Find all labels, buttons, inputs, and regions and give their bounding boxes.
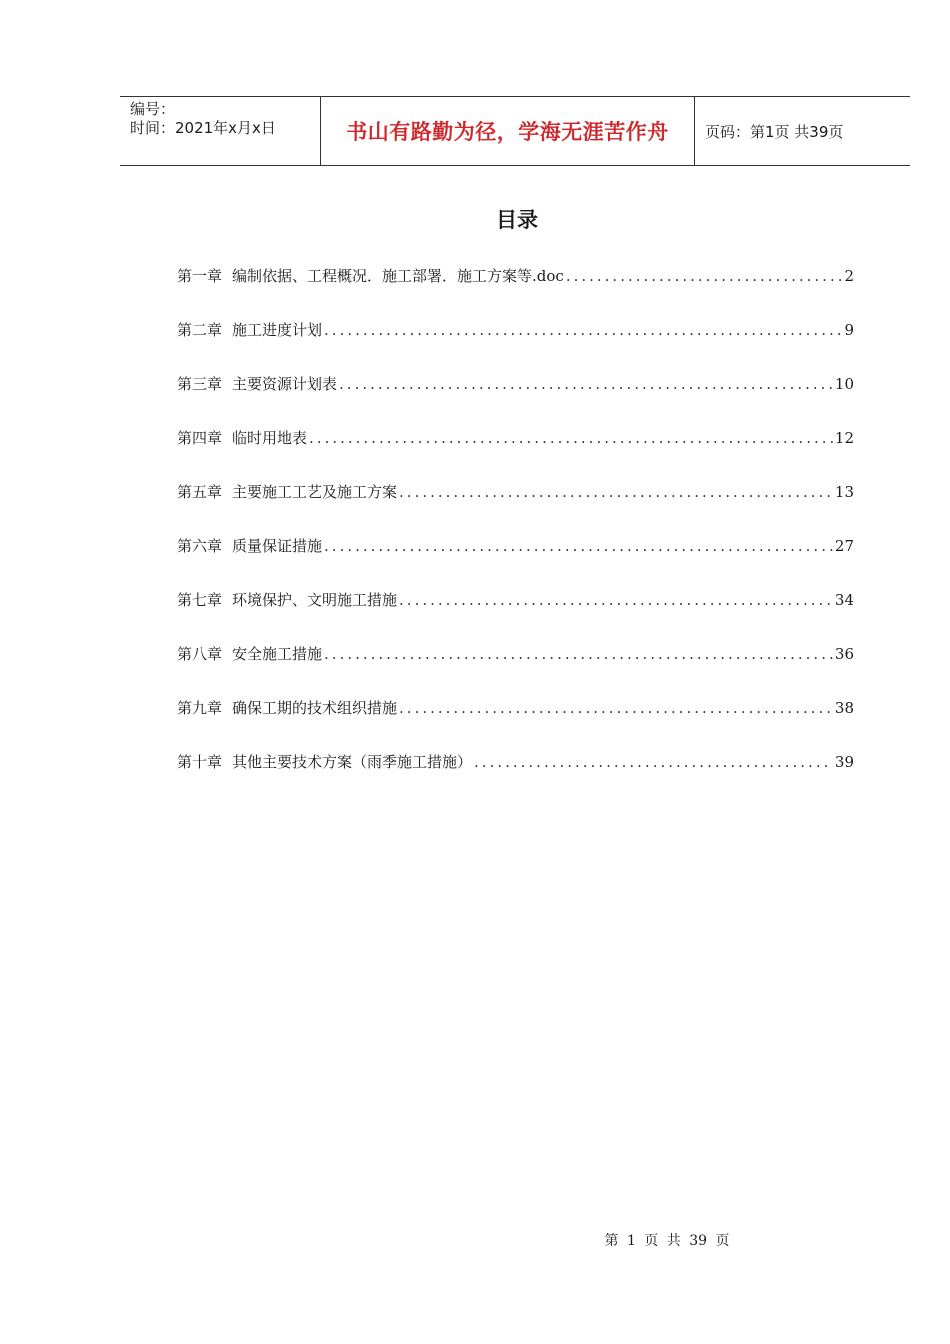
toc-entry-10[interactable] — [177, 751, 854, 805]
document-header — [120, 96, 910, 166]
toc-chapter-number: 第十章 — [177, 753, 223, 771]
toc-entry-1[interactable] — [177, 265, 854, 319]
toc-chapter-number: 第九章 — [177, 699, 223, 717]
date-label: 时间：2021年x月x日 — [130, 119, 276, 137]
header-page-cell — [695, 97, 910, 165]
toc-leader-dots — [324, 537, 833, 555]
toc-leader-dots — [566, 267, 843, 285]
toc-leader-dots — [399, 699, 833, 717]
toc-entry-6[interactable] — [177, 535, 854, 589]
toc-chapter-number: 第六章 — [177, 537, 223, 555]
header-meta-cell — [120, 97, 321, 165]
toc-page-number: 10 — [834, 375, 854, 393]
toc-leader-dots — [474, 753, 833, 771]
toc-leader-dots — [339, 375, 833, 393]
toc-chapter-number: 第二章 — [177, 321, 223, 339]
toc-page-number: 39 — [834, 753, 854, 771]
page-number-label: 页码：第1页 共39页 — [705, 122, 844, 141]
toc-chapter-number: 第五章 — [177, 483, 223, 501]
toc-chapter-title: 其他主要技术方案（雨季施工措施） — [232, 753, 473, 771]
toc-page-number: 34 — [834, 591, 854, 609]
toc-entry-9[interactable] — [177, 697, 854, 751]
motto-text: 书山有路勤为径，学海无涯苦作舟 — [346, 120, 669, 144]
toc-page-number: 9 — [844, 321, 854, 339]
toc-leader-dots — [309, 429, 833, 447]
toc-title: 目录 — [496, 208, 538, 232]
toc-leader-dots — [399, 591, 833, 609]
table-of-contents — [177, 265, 854, 805]
header-motto-cell — [321, 97, 695, 165]
toc-entry-3[interactable] — [177, 373, 854, 427]
toc-entry-7[interactable] — [177, 589, 854, 643]
toc-chapter-title: 主要施工工艺及施工方案 — [232, 483, 398, 501]
toc-page-number: 13 — [834, 483, 854, 501]
toc-chapter-number: 第四章 — [177, 429, 223, 447]
toc-page-number: 38 — [834, 699, 854, 717]
toc-chapter-number: 第一章 — [177, 267, 223, 285]
toc-chapter-number: 第三章 — [177, 375, 223, 393]
toc-entry-8[interactable] — [177, 643, 854, 697]
toc-entry-5[interactable] — [177, 481, 854, 535]
toc-chapter-number: 第八章 — [177, 645, 223, 663]
toc-chapter-title: 确保工期的技术组织措施 — [232, 699, 398, 717]
toc-leader-dots — [324, 645, 833, 663]
toc-chapter-title: 施工进度计划 — [232, 321, 323, 339]
toc-chapter-title: 主要资源计划表 — [232, 375, 338, 393]
toc-chapter-title: 质量保证措施 — [232, 537, 323, 555]
toc-page-number: 36 — [834, 645, 854, 663]
toc-entry-2[interactable] — [177, 319, 854, 373]
toc-leader-dots — [324, 321, 842, 339]
toc-page-number: 12 — [834, 429, 854, 447]
toc-chapter-title: 编制依据、工程概况．施工部署．施工方案等.doc — [232, 267, 564, 285]
toc-entry-4[interactable] — [177, 427, 854, 481]
toc-page-number: 27 — [834, 537, 854, 555]
toc-chapter-number: 第七章 — [177, 591, 223, 609]
page-footer: 第 1 页 共 39 页 — [604, 1233, 730, 1249]
toc-chapter-title: 临时用地表 — [232, 429, 308, 447]
toc-leader-dots — [399, 483, 833, 501]
toc-chapter-title: 环境保护、文明施工措施 — [232, 591, 398, 609]
toc-chapter-title: 安全施工措施 — [232, 645, 323, 663]
toc-page-number: 2 — [844, 267, 854, 285]
serial-number-label: 编号： — [130, 100, 176, 118]
